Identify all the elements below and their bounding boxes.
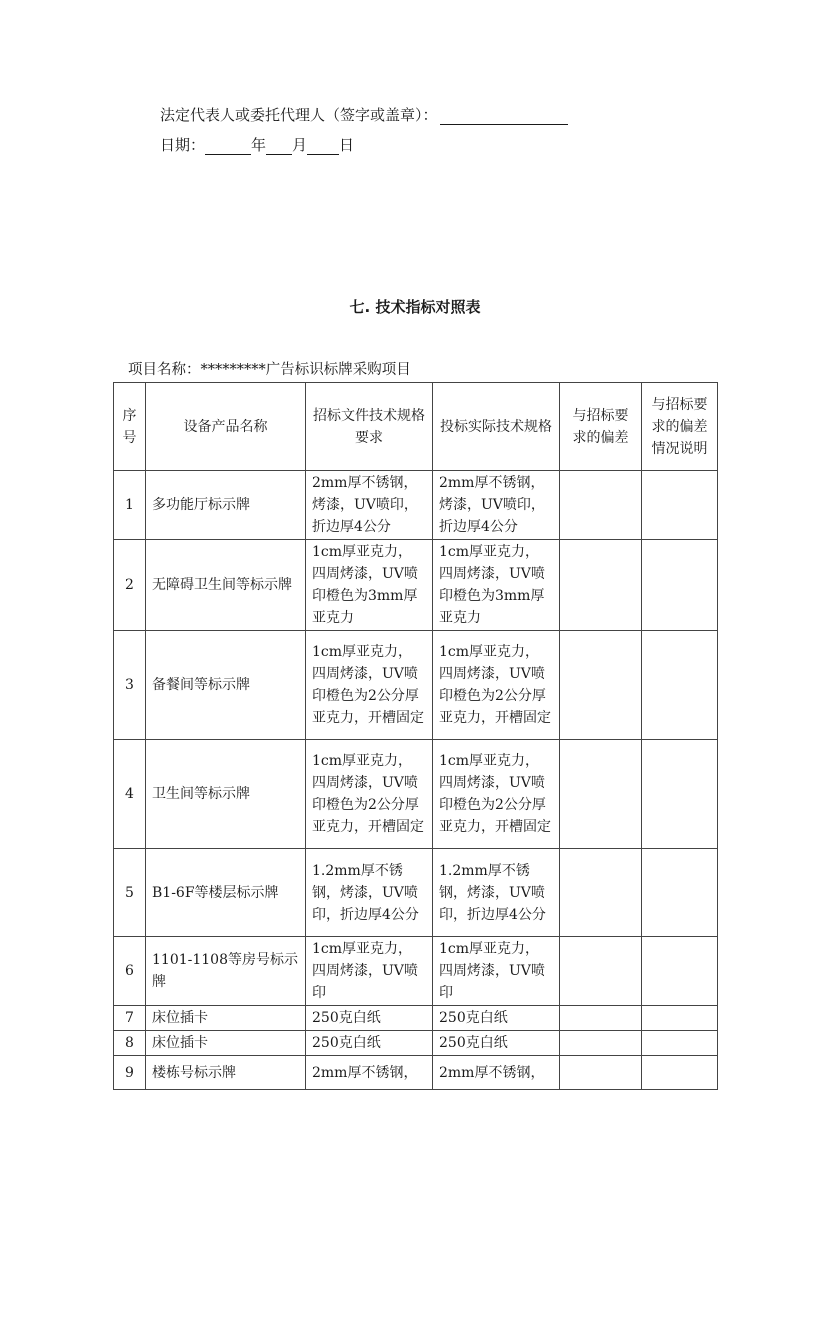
row-bid-spec[interactable]: 2mm厚不锈钢，烤漆，UV喷印，折边厚4公分 [433, 471, 560, 540]
header-index: 序号 [114, 383, 146, 471]
date-line [160, 134, 354, 155]
row-bid-spec[interactable]: 1cm厚亚克力，四周烤漆，UV喷印橙色为2公分厚亚克力，开槽固定 [433, 631, 560, 740]
row-tender-spec: 1.2mm厚不锈钢，烤漆，UV喷印，折边厚4公分 [306, 849, 433, 937]
project-name: 项目名称：*********广告标识标牌采购项目 [128, 362, 411, 378]
row-deviation-note[interactable] [642, 471, 718, 540]
row-bid-spec[interactable]: 1cm厚亚克力，四周烤漆，UV喷印橙色为2公分厚亚克力，开槽固定 [433, 740, 560, 849]
header-deviation: 与招标要求的偏差 [560, 383, 642, 471]
table-header-row [114, 383, 718, 471]
row-product-name: 多功能厅标示牌 [146, 471, 306, 540]
signature-line [160, 104, 568, 125]
date-label: 日期： [160, 136, 206, 154]
table-row [114, 471, 718, 540]
year-label: 年 [251, 136, 267, 154]
row-tender-spec: 1cm厚亚克力，四周烤漆，UV喷印橙色为3mm厚亚克力 [306, 540, 433, 631]
row-tender-spec: 1cm厚亚克力，四周烤漆，UV喷印 [306, 937, 433, 1006]
row-product-name: 备餐间等标示牌 [146, 631, 306, 740]
row-bid-spec[interactable]: 1.2mm厚不锈钢，烤漆，UV喷印，折边厚4公分 [433, 849, 560, 937]
row-deviation[interactable] [560, 740, 642, 849]
table-row [114, 740, 718, 849]
row-product-name: 楼栋号标示牌 [146, 1056, 306, 1090]
row-deviation-note[interactable] [642, 937, 718, 1006]
row-index: 5 [114, 849, 146, 937]
row-tender-spec: 1cm厚亚克力，四周烤漆，UV喷印橙色为2公分厚亚克力，开槽固定 [306, 631, 433, 740]
row-index: 1 [114, 471, 146, 540]
row-product-name: 1101-1108等房号标示牌 [146, 937, 306, 1006]
row-deviation-note[interactable] [642, 1056, 718, 1090]
row-index: 6 [114, 937, 146, 1006]
row-bid-spec[interactable]: 1cm厚亚克力，四周烤漆，UV喷印 [433, 937, 560, 1006]
table-row [114, 937, 718, 1006]
row-deviation[interactable] [560, 1031, 642, 1056]
table-row [114, 540, 718, 631]
row-index: 8 [114, 1031, 146, 1056]
table-row [114, 1056, 718, 1090]
row-deviation[interactable] [560, 1006, 642, 1031]
row-deviation-note[interactable] [642, 1031, 718, 1056]
signature-label: 法定代表人或委托代理人（签字或盖章）： [160, 106, 438, 124]
table-row [114, 631, 718, 740]
row-deviation-note[interactable] [642, 631, 718, 740]
row-deviation[interactable] [560, 1056, 642, 1090]
row-index: 3 [114, 631, 146, 740]
row-product-name: 床位插卡 [146, 1006, 306, 1031]
section-title: 七. 技术指标对照表 [349, 298, 481, 316]
month-label: 月 [292, 136, 308, 154]
row-product-name: 无障碍卫生间等标示牌 [146, 540, 306, 631]
signature-blank[interactable] [440, 110, 568, 125]
row-tender-spec: 250克白纸 [306, 1006, 433, 1031]
day-label: 日 [339, 136, 355, 154]
row-index: 7 [114, 1006, 146, 1031]
row-deviation[interactable] [560, 937, 642, 1006]
month-blank[interactable] [266, 140, 292, 155]
spec-comparison-table [113, 382, 718, 1090]
row-deviation[interactable] [560, 540, 642, 631]
row-index: 2 [114, 540, 146, 631]
row-deviation[interactable] [560, 631, 642, 740]
row-tender-spec: 1cm厚亚克力，四周烤漆，UV喷印橙色为2公分厚亚克力，开槽固定 [306, 740, 433, 849]
day-blank[interactable] [307, 140, 339, 155]
header-tender-spec: 招标文件技术规格要求 [306, 383, 433, 471]
row-deviation[interactable] [560, 849, 642, 937]
row-deviation-note[interactable] [642, 540, 718, 631]
table-row [114, 849, 718, 937]
row-tender-spec: 2mm厚不锈钢， [306, 1056, 433, 1090]
row-bid-spec[interactable]: 2mm厚不锈钢， [433, 1056, 560, 1090]
table-row [114, 1031, 718, 1056]
row-product-name: 卫生间等标示牌 [146, 740, 306, 849]
row-bid-spec[interactable]: 1cm厚亚克力，四周烤漆，UV喷印橙色为3mm厚亚克力 [433, 540, 560, 631]
row-product-name: 床位插卡 [146, 1031, 306, 1056]
row-tender-spec: 2mm厚不锈钢，烤漆，UV喷印，折边厚4公分 [306, 471, 433, 540]
row-tender-spec: 250克白纸 [306, 1031, 433, 1056]
header-deviation-note: 与招标要求的偏差情况说明 [642, 383, 718, 471]
row-bid-spec[interactable]: 250克白纸 [433, 1006, 560, 1031]
row-product-name: B1-6F等楼层标示牌 [146, 849, 306, 937]
row-deviation-note[interactable] [642, 849, 718, 937]
row-bid-spec[interactable]: 250克白纸 [433, 1031, 560, 1056]
row-index: 4 [114, 740, 146, 849]
header-product-name: 设备产品名称 [146, 383, 306, 471]
year-blank[interactable] [205, 140, 251, 155]
row-index: 9 [114, 1056, 146, 1090]
row-deviation[interactable] [560, 471, 642, 540]
row-deviation-note[interactable] [642, 1006, 718, 1031]
header-bid-spec: 投标实际技术规格 [433, 383, 560, 471]
table-row [114, 1006, 718, 1031]
row-deviation-note[interactable] [642, 740, 718, 849]
